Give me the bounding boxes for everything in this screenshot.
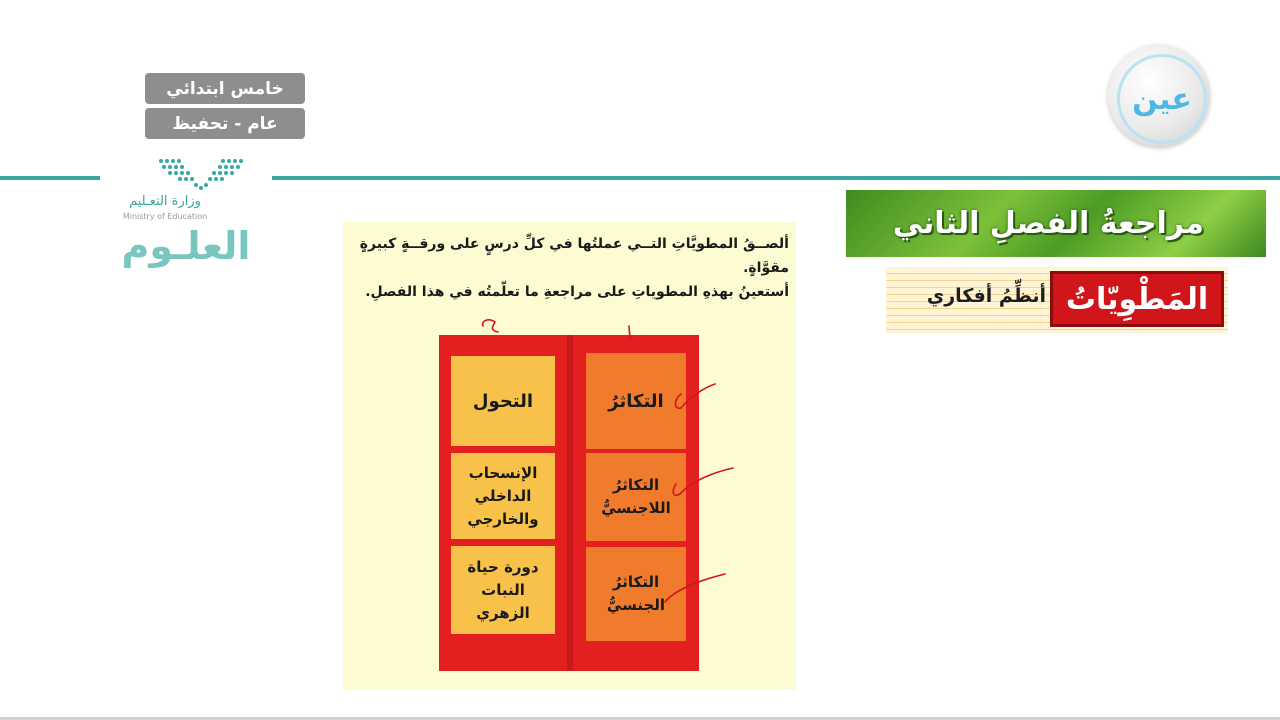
foldable-tab-right-1: التكاثرُ	[586, 353, 686, 449]
foldable-tab-left-2: الإنسحاب الداخلي والخارجي	[451, 453, 555, 539]
chapter-review-title: مراجعةُ الفصلِ الثاني	[892, 206, 1204, 241]
ministry-emblem-icon	[156, 156, 246, 192]
foldable-tab-right-3: التكاثرُ الجنسيُّ	[586, 547, 686, 641]
instruction-line-2: أستعينُ بهذهِ المطوياتِ على مراجعةِ ما تعلّمتُه في هذا الفصلِ.	[365, 284, 789, 300]
foldable-tab-right-2: التكاثرُ اللاجنسيُّ	[586, 453, 686, 541]
ministry-logo-block	[100, 146, 272, 276]
ministry-name-english: Ministry of Education	[122, 212, 208, 221]
subject-title: العلـوم	[121, 224, 251, 268]
grade-badge: خامس ابتدائي	[145, 73, 305, 104]
track-badge: عام - تحفيظ	[145, 108, 305, 139]
ein-channel-logo	[1108, 45, 1210, 147]
textbook-page	[343, 222, 796, 690]
ministry-name-arabic: وزارة التعـليم	[129, 194, 201, 209]
foldable-tab-left-3: دورة حياة النبات الزهري	[451, 546, 555, 634]
foldables-header	[886, 267, 1228, 333]
foldables-label: المَطْوِيّاتُ	[1050, 271, 1224, 327]
instruction-line-1: ألصــقُ المطويَّاتِ التــي عملتُها في كلِّ درسٍ على ورقــةٍ كبيرةٍ مقوَّاةٍ.	[359, 236, 789, 276]
ein-logo-text: عين	[1132, 81, 1192, 117]
chapter-review-banner	[846, 190, 1266, 257]
handwritten-annotations	[343, 222, 796, 690]
ein-logo-ring	[1117, 54, 1207, 144]
foldable-tab-left-1: التحول	[451, 356, 555, 446]
foldables-subtitle: أنظِّمُ أفكاري	[926, 285, 1046, 307]
